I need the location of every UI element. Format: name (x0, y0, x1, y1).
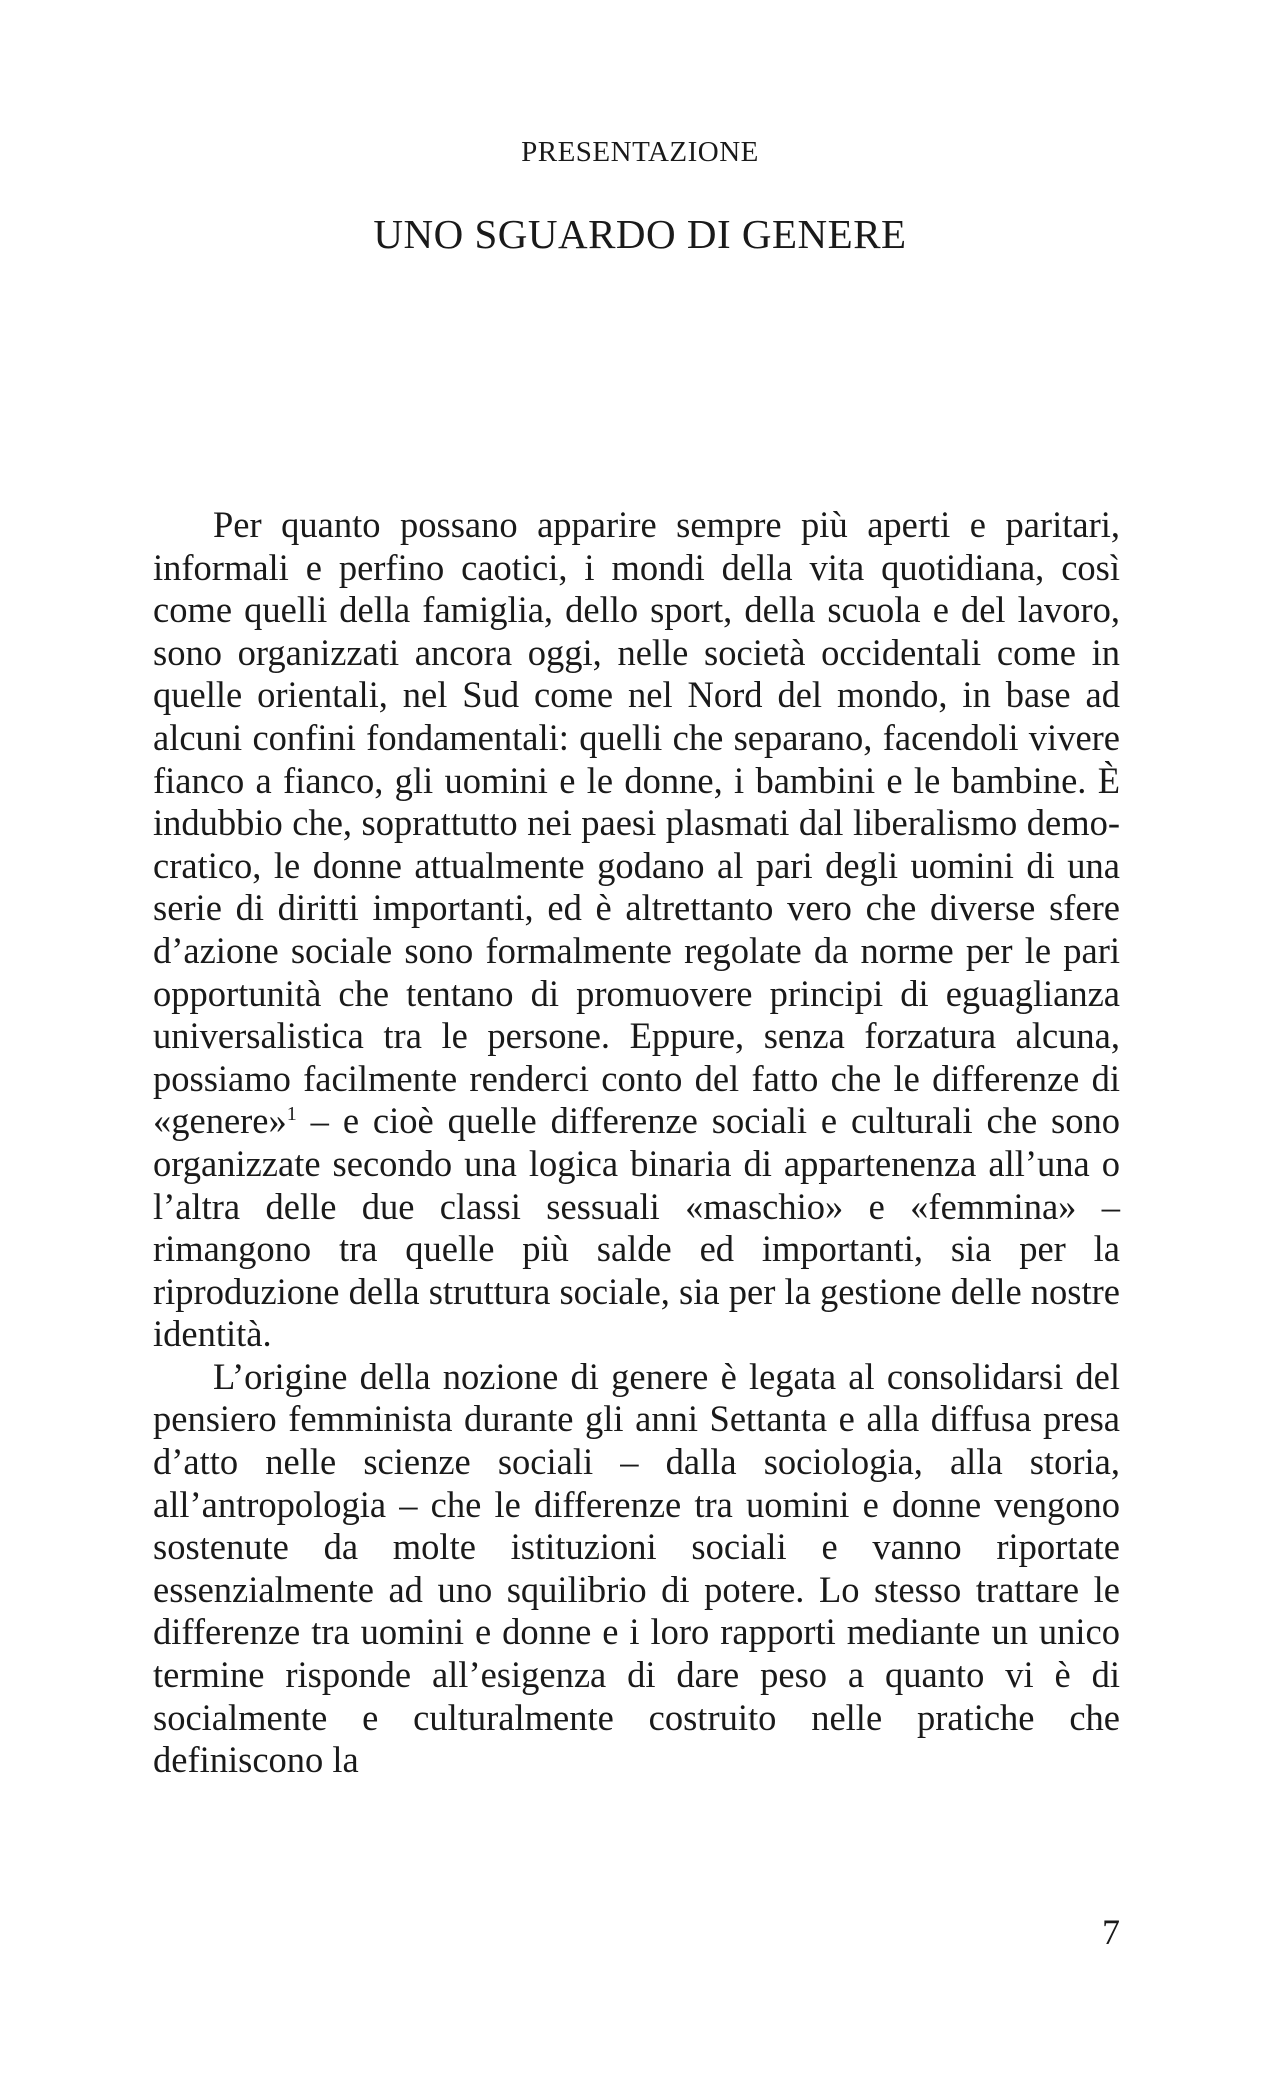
chapter-title: UNO SGUARDO DI GENERE (373, 211, 907, 257)
paragraph-1-text: Per quanto possano apparire sempre più aperti e paritari, informali e perfino caotici, i mondi della vita quotidiana, così come quelli della famiglia, dello sport, della scuola e del lavoro, sono organizzati ancora oggi, nelle società occidentali come in quelle orientali, nel Sud come nel Nord del mondo, in base ad alcuni confini fondamentali: quelli che separano, facendoli vivere fianco a fianco, gli uomini e le donne, i bambini e le bambine. È indubbio che, soprattutto nei paesi plasmati dal liberalismo democratico, le donne attualmente godano al pari degli uomini di una serie di diritti importanti, ed è altrettanto vero che diverse sfere d’azione sociale sono formalmente regolate da norme per le pari opportunità che tentano di promuovere principi di eguaglianza universalistica tra le persone. Eppure, senza forzatura alcuna, possiamo facilmente renderci conto del fatto che le differenze di «genere» (153, 504, 1120, 1142)
section-kicker: PRESENTAZIONE (521, 136, 759, 168)
page-number: 7 (1102, 1912, 1120, 1952)
footnote-ref-1[interactable]: 1 (286, 1103, 297, 1126)
paragraph-1-continuation: – e cioè quelle differenze sociali e culturali che sono organizzate secondo una logica binaria di appartenenza all’una o l’altra delle due classi sessuali «maschio» e «femmina» – rimangono tra quelle più salde ed importanti, sia per la riproduzione della struttura sociale, sia per la gestione delle nostre identità. (153, 1100, 1120, 1355)
body-text (153, 504, 1120, 1782)
paragraph-2: L’origine della nozione di genere è legata al consolidarsi del pensiero femminista durante gli anni Settanta e alla diffusa presa d’atto nelle scienze sociali – dalla sociologia, alla storia, all’antropologia – che le differenze tra uomini e donne vengono sostenute da molte istituzioni sociali e vanno riportate essenzialmente ad uno squilibrio di potere. Lo stesso trattare le differenze tra uomini e donne e i loro rapporti mediante un unico termine risponde all’esigenza di dare peso a quanto vi è di socialmente e culturalmente costruito nelle pratiche che definiscono la (153, 1355, 1120, 1781)
paragraph-1 (153, 504, 1120, 1356)
